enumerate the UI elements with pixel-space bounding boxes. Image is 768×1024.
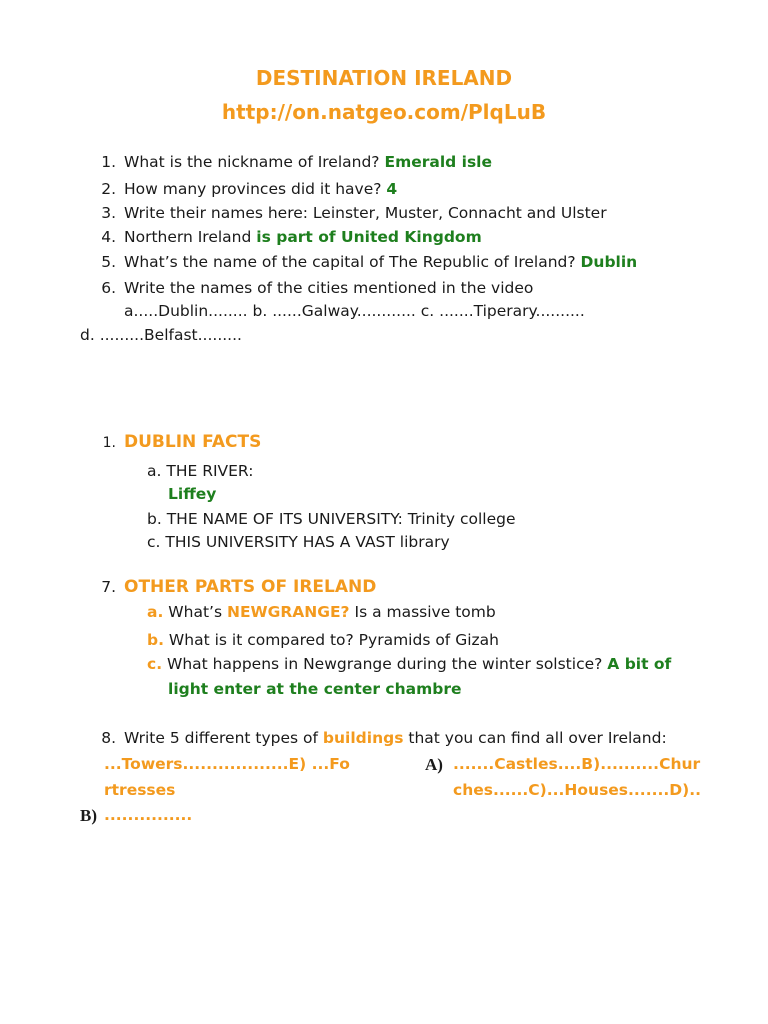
question-6: 6. Write the names of the cities mentioned in the video: [101, 279, 534, 297]
dublin-river-label: a. THE RIVER:: [147, 462, 254, 480]
question-3: 3. Write their names here: Leinster, Muster, Connacht and Ulster: [101, 204, 607, 222]
page-title: DESTINATION IRELAND: [255, 66, 513, 90]
solstice-question: c. What happens in Newgrange during the winter solstice? A bit of: [147, 655, 672, 673]
question-4: 4. Northern Ireland is part of United Kingdom: [101, 228, 482, 246]
buildings-label-a: A): [425, 755, 443, 774]
buildings-keyword: buildings: [322, 729, 404, 747]
solstice-answer: light enter at the center chambre: [168, 680, 462, 698]
buildings-answer-col2-line2: ches......C)...Houses.......D)..: [453, 781, 701, 799]
newgrange-question: a. What’s NEWGRANGE? Is a massive tomb: [147, 603, 496, 621]
question-5: 5. What’s the name of the capital of The Republic of Ireland? Dublin: [101, 253, 638, 271]
other-parts-heading: 7. OTHER PARTS OF IRELAND: [101, 577, 377, 597]
answer-4: is part of United Kingdom: [256, 228, 482, 246]
question-1: 1. What is the nickname of Ireland? Emerald isle: [101, 153, 493, 171]
buildings-answer-col2-line1: .......Castles....B)..........Chur: [453, 755, 701, 773]
dublin-facts-heading: 1. DUBLIN FACTS: [102, 432, 262, 452]
newgrange-keyword: NEWGRANGE?: [226, 603, 350, 621]
question-6-answers-line: a.....Dublin........ b. ......Galway............ c. .......Tiperary..........: [124, 302, 585, 320]
buildings-answer-col1-line1: ...Towers..................E) ...Fo: [104, 755, 350, 773]
answer-1: Emerald isle: [384, 153, 493, 171]
dublin-library: c. THIS UNIVERSITY HAS A VAST library: [147, 533, 450, 551]
compared-question: b. What is it compared to? Pyramids of Gizah: [147, 631, 499, 649]
answer-5: Dublin: [580, 253, 638, 271]
dublin-river-answer: Liffey: [168, 485, 217, 503]
question-2: 2. How many provinces did it have? 4: [101, 180, 398, 198]
buildings-label-b: B): [80, 806, 97, 825]
dublin-university: b. THE NAME OF ITS UNIVERSITY: Trinity college: [147, 510, 516, 528]
buildings-answer-b: ...............: [104, 806, 193, 824]
video-link[interactable]: http://on.natgeo.com/PlqLuB: [221, 100, 547, 124]
buildings-answer-col1-line2: rtresses: [104, 781, 176, 799]
answer-2: 4: [386, 180, 398, 198]
buildings-question: 8. Write 5 different types of buildings that you can find all over Ireland:: [101, 729, 667, 747]
question-6-answers-line-2: d. .........Belfast.........: [80, 326, 242, 344]
